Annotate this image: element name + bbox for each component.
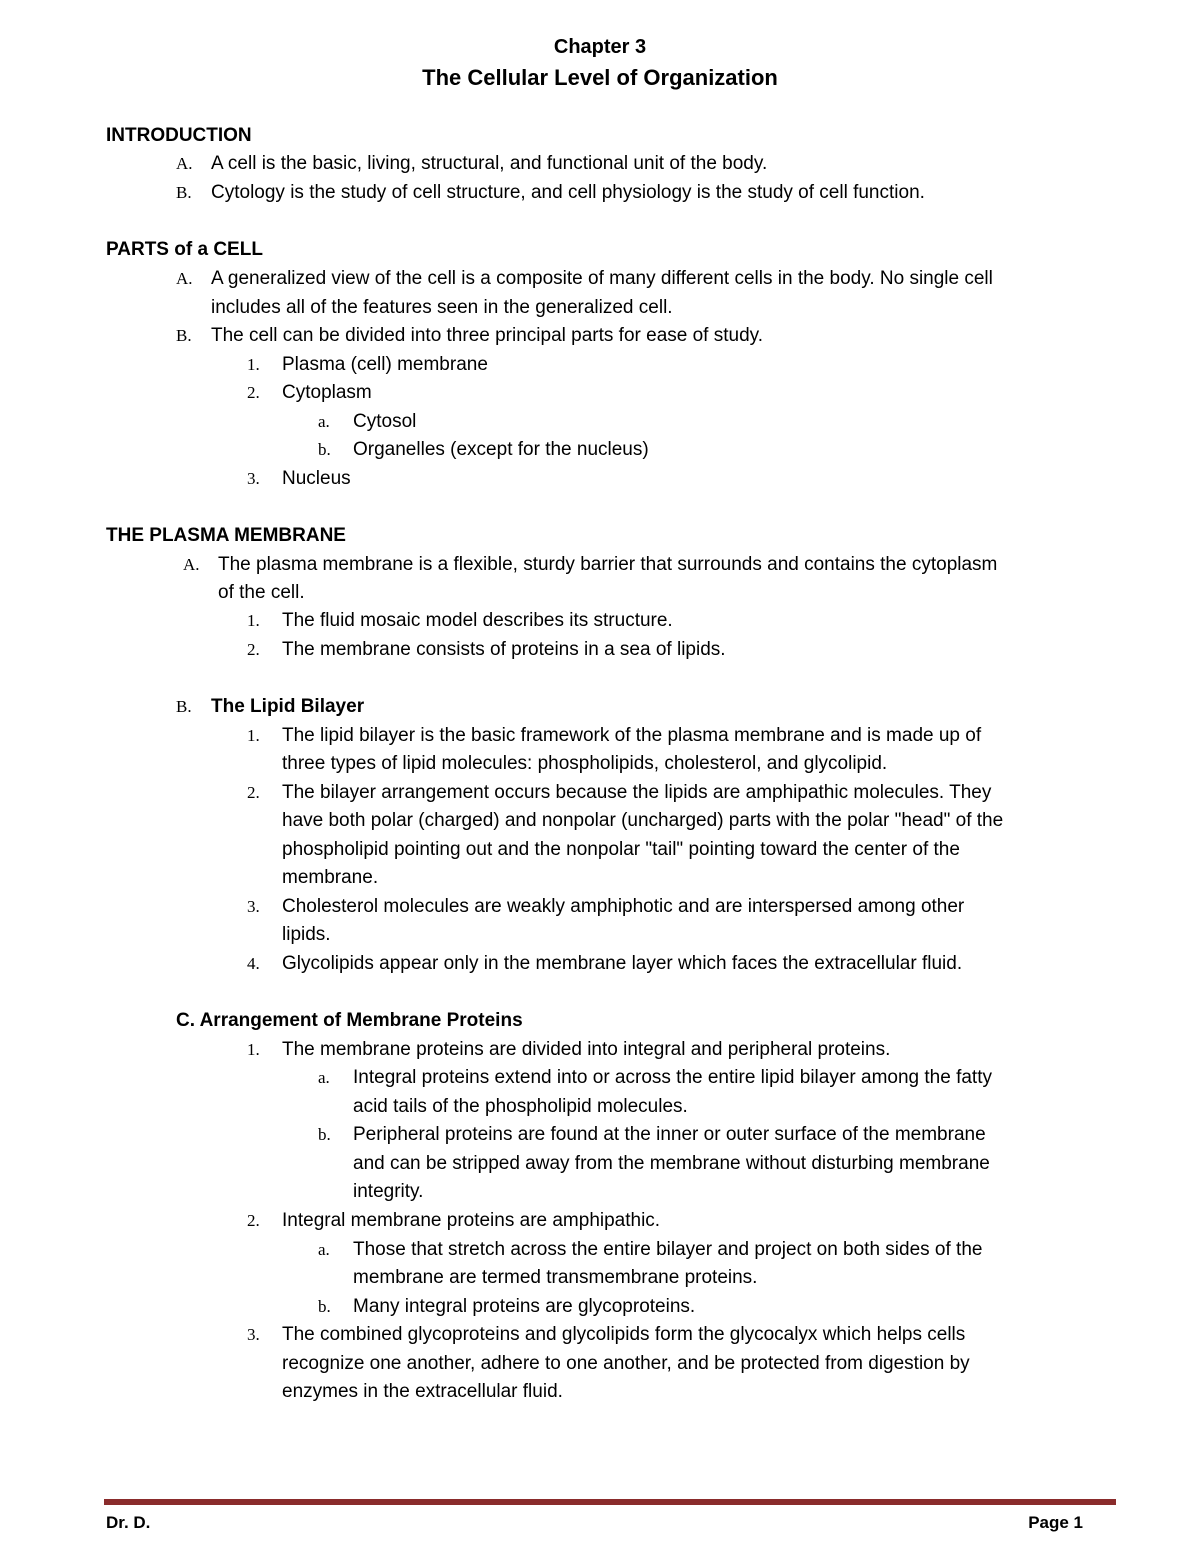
section-heading-parts-of-a-cell: PARTS of a CELL: [106, 239, 263, 260]
list-marker: A.: [176, 269, 193, 288]
list-item-text: The combined glycoproteins and glycolipids form the glycocalyx which helps cells: [282, 1324, 966, 1345]
list-item-text: Organelles (except for the nucleus): [353, 439, 649, 460]
list-marker: 1.: [247, 726, 260, 745]
list-marker: B.: [176, 183, 192, 202]
list-marker: 1.: [247, 355, 260, 374]
list-item-text: recognize one another, adhere to one another, and be protected from digestion by: [282, 1353, 970, 1374]
list-item-text: A generalized view of the cell is a composite of many different cells in the body. No single cell: [211, 268, 993, 289]
list-marker: 2.: [247, 640, 260, 659]
list-item-text: enzymes in the extracellular fluid.: [282, 1381, 563, 1402]
list-marker: 3.: [247, 897, 260, 916]
list-marker: B.: [176, 697, 192, 716]
list-marker: 4.: [247, 954, 260, 973]
list-marker: 2.: [247, 383, 260, 402]
list-marker: b.: [318, 1297, 331, 1316]
list-item-text: includes all of the features seen in the generalized cell.: [211, 297, 673, 318]
list-marker: b.: [318, 1125, 331, 1144]
list-marker: b.: [318, 440, 331, 459]
list-marker: a.: [318, 1068, 330, 1087]
list-item-text: A cell is the basic, living, structural, and functional unit of the body.: [211, 153, 768, 174]
list-item-text: Cholesterol molecules are weakly amphiphotic and are interspersed among other: [282, 896, 965, 917]
list-marker: B.: [176, 326, 192, 345]
list-item-text: The cell can be divided into three principal parts for ease of study.: [211, 325, 764, 346]
subsection-heading-lipid-bilayer: The Lipid Bilayer: [211, 696, 365, 717]
list-item-text: Plasma (cell) membrane: [282, 354, 488, 375]
list-item-text: Peripheral proteins are found at the inner or outer surface of the membrane: [353, 1124, 986, 1145]
list-item-text: of the cell.: [218, 582, 305, 603]
list-marker: 1.: [247, 1040, 260, 1059]
footer-rule: [104, 1499, 1116, 1505]
list-item-text: integrity.: [353, 1181, 424, 1202]
chapter-label: Chapter 3: [553, 36, 647, 58]
list-item-text: The lipid bilayer is the basic framework of the plasma membrane and is made up of: [282, 725, 982, 746]
section-heading-plasma-membrane: THE PLASMA MEMBRANE: [106, 525, 346, 546]
list-marker: A.: [176, 154, 193, 173]
list-item-text: three types of lipid molecules: phospholipids, cholesterol, and glycolipid.: [282, 753, 888, 774]
list-item-text: Cytosol: [353, 411, 417, 432]
list-item-text: The membrane proteins are divided into integral and peripheral proteins.: [282, 1039, 891, 1060]
subsection-heading-membrane-proteins: C. Arrangement of Membrane Proteins: [176, 1010, 523, 1031]
section-heading-introduction: INTRODUCTION: [106, 125, 252, 146]
list-marker: a.: [318, 412, 330, 431]
footer-author: Dr. D.: [106, 1513, 151, 1532]
list-marker: 2.: [247, 783, 260, 802]
list-item-text: Glycolipids appear only in the membrane layer which faces the extracellular fluid.: [282, 953, 963, 974]
list-item-text: The membrane consists of proteins in a sea of lipids.: [282, 639, 726, 660]
list-marker: a.: [318, 1240, 330, 1259]
list-marker: 1.: [247, 611, 260, 630]
list-marker: A.: [183, 555, 200, 574]
list-item-text: Nucleus: [282, 468, 351, 489]
list-marker: 3.: [247, 1325, 260, 1344]
list-item-text: have both polar (charged) and nonpolar (uncharged) parts with the polar "head" of the: [282, 810, 1004, 831]
list-item-text: The bilayer arrangement occurs because the lipids are amphipathic molecules. They: [282, 782, 992, 803]
list-item-text: The fluid mosaic model describes its structure.: [282, 610, 673, 631]
list-item-text: Integral proteins extend into or across the entire lipid bilayer among the fatty: [353, 1067, 992, 1088]
list-item-text: membrane are termed transmembrane proteins.: [353, 1267, 758, 1288]
page-title: The Cellular Level of Organization: [422, 65, 778, 90]
list-item-text: Cytology is the study of cell structure, and cell physiology is the study of cell function.: [211, 182, 925, 203]
list-item-text: and can be stripped away from the membrane without disturbing membrane: [353, 1153, 990, 1174]
list-item-text: Cytoplasm: [282, 382, 372, 403]
list-item-text: Those that stretch across the entire bilayer and project on both sides of the: [353, 1239, 983, 1260]
list-item-text: membrane.: [282, 867, 379, 888]
list-item-text: Many integral proteins are glycoproteins.: [353, 1296, 696, 1317]
list-item-text: phospholipid pointing out and the nonpolar "tail" pointing toward the center of the: [282, 839, 960, 860]
list-item-text: lipids.: [282, 924, 331, 945]
list-marker: 2.: [247, 1211, 260, 1230]
list-item-text: The plasma membrane is a flexible, sturdy barrier that surrounds and contains the cytoplasm: [218, 554, 998, 575]
page-number: Page 1: [1028, 1513, 1083, 1532]
list-item-text: Integral membrane proteins are amphipathic.: [282, 1210, 661, 1231]
list-marker: 3.: [247, 469, 260, 488]
list-item-text: acid tails of the phospholipid molecules.: [353, 1096, 688, 1117]
